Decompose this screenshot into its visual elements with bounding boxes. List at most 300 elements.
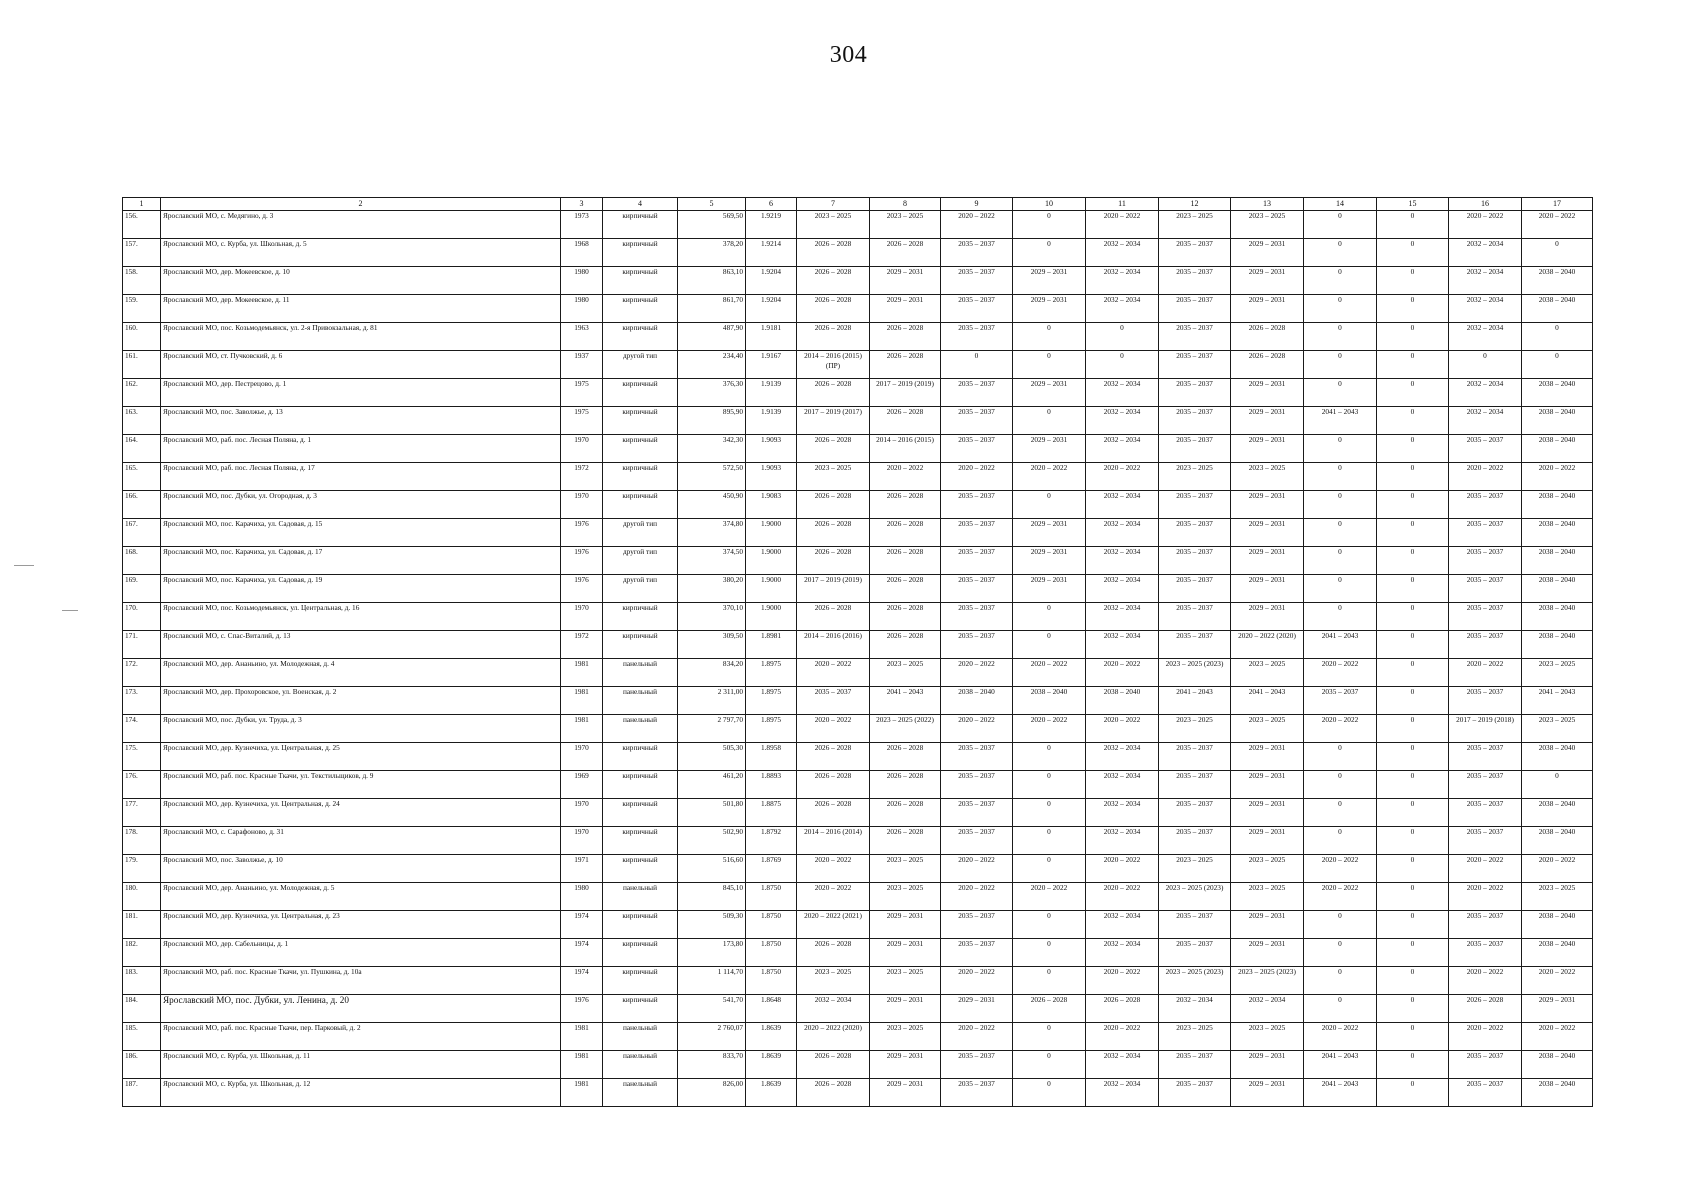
period-cell-col-14: 2041 – 2043: [1304, 1051, 1377, 1079]
period-cell-col-16: 2020 – 2022: [1449, 883, 1522, 911]
period-cell-col-14: 0: [1304, 911, 1377, 939]
period-cell-col-9: 2029 – 2031: [941, 995, 1013, 1023]
period-cell-col-14: 0: [1304, 939, 1377, 967]
period-cell-col-11: 0: [1086, 323, 1159, 351]
row-number: 157.: [123, 239, 161, 267]
wall-material-cell: другой тип: [603, 547, 678, 575]
row-number: 183.: [123, 967, 161, 995]
period-cell-col-11: 2032 – 2034: [1086, 239, 1159, 267]
period-cell-col-8: 2029 – 2031: [870, 911, 941, 939]
period-cell-col-11: 2032 – 2034: [1086, 519, 1159, 547]
period-cell-col-12: 2023 – 2025: [1159, 855, 1231, 883]
index-cell: 1.8648: [746, 995, 797, 1023]
period-cell-col-7: 2026 – 2028: [797, 799, 870, 827]
period-cell-col-12: 2035 – 2037: [1159, 379, 1231, 407]
period-cell-col-10: 0: [1013, 967, 1086, 995]
row-number: 185.: [123, 1023, 161, 1051]
period-cell-col-7: 2026 – 2028: [797, 939, 870, 967]
address-cell: Ярославский МО, дер. Кузнечиха, ул. Центральная, д. 23: [161, 911, 561, 939]
period-cell-col-8: 2029 – 2031: [870, 1079, 941, 1107]
column-header-8: 8: [870, 198, 941, 211]
area-cell: 826,00: [678, 1079, 746, 1107]
period-cell-col-17: 2041 – 2043: [1522, 687, 1593, 715]
period-cell-col-15: 0: [1377, 603, 1449, 631]
index-cell: 1.8750: [746, 911, 797, 939]
address-cell: Ярославский МО, дер. Прохоровское, ул. Военская, д. 2: [161, 687, 561, 715]
index-cell: 1.9214: [746, 239, 797, 267]
table-row: [123, 323, 1593, 351]
table-row: [123, 827, 1593, 855]
period-cell-col-10: 0: [1013, 743, 1086, 771]
period-cell-col-8: 2029 – 2031: [870, 939, 941, 967]
index-cell: 1.9167: [746, 351, 797, 379]
index-cell: 1.8639: [746, 1079, 797, 1107]
period-cell-col-15: 0: [1377, 351, 1449, 379]
index-cell: 1.9219: [746, 211, 797, 239]
wall-material-cell: кирпичный: [603, 295, 678, 323]
period-cell-col-15: 0: [1377, 491, 1449, 519]
year-cell: 1970: [561, 603, 603, 631]
table-row: [123, 211, 1593, 239]
row-number: 176.: [123, 771, 161, 799]
area-cell: 2 311,00: [678, 687, 746, 715]
period-cell-col-13: 2029 – 2031: [1231, 435, 1304, 463]
row-number: 177.: [123, 799, 161, 827]
period-cell-col-15: 0: [1377, 435, 1449, 463]
period-cell-col-17: 2038 – 2040: [1522, 519, 1593, 547]
period-cell-col-9: 0: [941, 351, 1013, 379]
period-cell-col-16: 2035 – 2037: [1449, 1051, 1522, 1079]
index-cell: 1.8750: [746, 967, 797, 995]
period-cell-col-9: 2035 – 2037: [941, 295, 1013, 323]
area-cell: 234,40: [678, 351, 746, 379]
period-cell-col-12: 2035 – 2037: [1159, 267, 1231, 295]
header-row: [123, 198, 1593, 211]
period-cell-col-10: 0: [1013, 603, 1086, 631]
wall-material-cell: кирпичный: [603, 799, 678, 827]
address-cell: Ярославский МО, пос. Карачиха, ул. Садовая, д. 15: [161, 519, 561, 547]
address-cell: Ярославский МО, с. Курба, ул. Школьная, д. 5: [161, 239, 561, 267]
wall-material-cell: кирпичный: [603, 603, 678, 631]
index-cell: 1.9204: [746, 295, 797, 323]
row-number: 161.: [123, 351, 161, 379]
period-cell-col-17: 2038 – 2040: [1522, 267, 1593, 295]
period-cell-col-13: 2029 – 2031: [1231, 519, 1304, 547]
period-cell-col-17: 2038 – 2040: [1522, 1051, 1593, 1079]
table-row: [123, 295, 1593, 323]
period-cell-col-8: 2014 – 2016 (2015): [870, 435, 941, 463]
area-cell: 461,20: [678, 771, 746, 799]
year-cell: 1976: [561, 547, 603, 575]
period-cell-col-16: 0: [1449, 351, 1522, 379]
period-cell-col-14: 0: [1304, 519, 1377, 547]
period-cell-col-13: 2032 – 2034: [1231, 995, 1304, 1023]
period-cell-col-9: 2020 – 2022: [941, 211, 1013, 239]
period-cell-col-13: 2029 – 2031: [1231, 743, 1304, 771]
period-cell-col-14: 0: [1304, 239, 1377, 267]
year-cell: 1974: [561, 967, 603, 995]
index-cell: 1.8769: [746, 855, 797, 883]
period-cell-col-10: 2029 – 2031: [1013, 435, 1086, 463]
period-cell-col-11: 2020 – 2022: [1086, 715, 1159, 743]
area-cell: 342,30: [678, 435, 746, 463]
period-cell-col-11: 2032 – 2034: [1086, 1079, 1159, 1107]
period-cell-col-12: 2035 – 2037: [1159, 491, 1231, 519]
period-cell-col-13: 2023 – 2025: [1231, 883, 1304, 911]
table-row: [123, 715, 1593, 743]
scan-mark-left-2: [62, 610, 78, 611]
period-cell-col-10: 0: [1013, 1023, 1086, 1051]
period-cell-col-15: 0: [1377, 1023, 1449, 1051]
period-cell-col-16: 2035 – 2037: [1449, 1079, 1522, 1107]
row-number: 162.: [123, 379, 161, 407]
area-cell: 380,20: [678, 575, 746, 603]
row-number: 158.: [123, 267, 161, 295]
period-cell-col-17: 2020 – 2022: [1522, 211, 1593, 239]
period-cell-col-7: 2023 – 2025: [797, 967, 870, 995]
period-cell-col-9: 2035 – 2037: [941, 435, 1013, 463]
period-cell-col-9: 2020 – 2022: [941, 883, 1013, 911]
period-cell-col-16: 2020 – 2022: [1449, 463, 1522, 491]
period-cell-col-10: 2020 – 2022: [1013, 883, 1086, 911]
index-cell: 1.8893: [746, 771, 797, 799]
index-cell: 1.8639: [746, 1051, 797, 1079]
period-cell-col-16: 2035 – 2037: [1449, 435, 1522, 463]
period-cell-col-7: 2017 – 2019 (2017): [797, 407, 870, 435]
period-cell-col-13: 2029 – 2031: [1231, 239, 1304, 267]
period-cell-col-16: 2020 – 2022: [1449, 659, 1522, 687]
period-cell-col-15: 0: [1377, 267, 1449, 295]
address-cell: Ярославский МО, с. Медягино, д. 3: [161, 211, 561, 239]
period-cell-col-10: 2029 – 2031: [1013, 267, 1086, 295]
period-cell-col-9: 2035 – 2037: [941, 603, 1013, 631]
period-cell-col-7: 2032 – 2034: [797, 995, 870, 1023]
address-cell: Ярославский МО, пос. Заволжье, д. 13: [161, 407, 561, 435]
period-cell-col-9: 2038 – 2040: [941, 687, 1013, 715]
period-cell-col-10: 0: [1013, 351, 1086, 379]
year-cell: 1974: [561, 911, 603, 939]
period-cell-col-11: 2032 – 2034: [1086, 379, 1159, 407]
period-cell-col-13: 2041 – 2043: [1231, 687, 1304, 715]
period-cell-col-14: 2041 – 2043: [1304, 1079, 1377, 1107]
period-cell-col-8: 2026 – 2028: [870, 603, 941, 631]
period-cell-col-14: 2020 – 2022: [1304, 883, 1377, 911]
period-cell-col-17: 2020 – 2022: [1522, 1023, 1593, 1051]
address-cell: Ярославский МО, пос. Карачиха, ул. Садовая, д. 17: [161, 547, 561, 575]
row-number: 175.: [123, 743, 161, 771]
period-cell-col-10: 0: [1013, 827, 1086, 855]
area-cell: 516,60: [678, 855, 746, 883]
period-cell-col-17: 2038 – 2040: [1522, 407, 1593, 435]
period-cell-col-15: 0: [1377, 827, 1449, 855]
period-cell-col-10: 0: [1013, 771, 1086, 799]
row-number: 178.: [123, 827, 161, 855]
column-header-2: 2: [161, 198, 561, 211]
address-cell: Ярославский МО, пос. Дубки, ул. Труда, д. 3: [161, 715, 561, 743]
table-row: [123, 491, 1593, 519]
period-cell-col-14: 0: [1304, 463, 1377, 491]
period-cell-col-16: 2026 – 2028: [1449, 995, 1522, 1023]
wall-material-cell: кирпичный: [603, 855, 678, 883]
period-cell-col-12: 2035 – 2037: [1159, 407, 1231, 435]
period-cell-col-7: 2026 – 2028: [797, 435, 870, 463]
period-cell-col-17: 2038 – 2040: [1522, 939, 1593, 967]
address-cell: Ярославский МО, раб. пос. Лесная Поляна, д. 1: [161, 435, 561, 463]
period-cell-col-7: 2020 – 2022 (2021): [797, 911, 870, 939]
period-cell-col-7: 2023 – 2025: [797, 211, 870, 239]
period-cell-col-9: 2035 – 2037: [941, 939, 1013, 967]
table-row: [123, 1079, 1593, 1107]
wall-material-cell: кирпичный: [603, 743, 678, 771]
table-row: [123, 687, 1593, 715]
area-cell: 502,90: [678, 827, 746, 855]
period-cell-col-17: 2038 – 2040: [1522, 575, 1593, 603]
column-header-15: 15: [1377, 198, 1449, 211]
period-cell-col-17: 2020 – 2022: [1522, 463, 1593, 491]
period-cell-col-7: 2026 – 2028: [797, 295, 870, 323]
area-cell: 378,20: [678, 239, 746, 267]
table-row: [123, 519, 1593, 547]
period-cell-col-17: 2023 – 2025: [1522, 659, 1593, 687]
column-header-9: 9: [941, 198, 1013, 211]
area-cell: 505,30: [678, 743, 746, 771]
period-cell-col-8: 2023 – 2025: [870, 967, 941, 995]
period-cell-col-17: 2038 – 2040: [1522, 603, 1593, 631]
period-cell-col-16: 2035 – 2037: [1449, 827, 1522, 855]
table-row: [123, 239, 1593, 267]
period-cell-col-9: 2035 – 2037: [941, 379, 1013, 407]
address-cell: Ярославский МО, пос. Козьмодемьянск, ул. 2-я Привокзальная, д. 81: [161, 323, 561, 351]
period-cell-col-12: 2035 – 2037: [1159, 435, 1231, 463]
table-row: [123, 603, 1593, 631]
row-number: 186.: [123, 1051, 161, 1079]
period-cell-col-17: 0: [1522, 351, 1593, 379]
period-cell-col-17: 2038 – 2040: [1522, 435, 1593, 463]
period-cell-col-14: 2020 – 2022: [1304, 855, 1377, 883]
period-cell-col-8: 2023 – 2025 (2022): [870, 715, 941, 743]
period-cell-col-8: 2023 – 2025: [870, 211, 941, 239]
area-cell: 309,50: [678, 631, 746, 659]
year-cell: 1973: [561, 211, 603, 239]
period-cell-col-15: 0: [1377, 883, 1449, 911]
period-cell-col-12: 2035 – 2037: [1159, 631, 1231, 659]
period-cell-col-11: 2032 – 2034: [1086, 435, 1159, 463]
period-cell-col-10: 2020 – 2022: [1013, 715, 1086, 743]
index-cell: 1.9000: [746, 603, 797, 631]
index-cell: 1.9093: [746, 463, 797, 491]
period-cell-col-9: 2035 – 2037: [941, 407, 1013, 435]
period-cell-col-13: 2029 – 2031: [1231, 575, 1304, 603]
period-cell-col-16: 2020 – 2022: [1449, 967, 1522, 995]
table-row: [123, 575, 1593, 603]
period-cell-col-16: 2035 – 2037: [1449, 519, 1522, 547]
period-cell-col-10: 2029 – 2031: [1013, 295, 1086, 323]
period-cell-col-10: 0: [1013, 631, 1086, 659]
period-cell-col-15: 0: [1377, 323, 1449, 351]
period-cell-col-11: 2020 – 2022: [1086, 967, 1159, 995]
period-cell-col-14: 0: [1304, 547, 1377, 575]
period-cell-col-16: 2035 – 2037: [1449, 575, 1522, 603]
period-cell-col-11: 2020 – 2022: [1086, 855, 1159, 883]
period-cell-col-13: 2029 – 2031: [1231, 295, 1304, 323]
index-cell: 1.9139: [746, 379, 797, 407]
period-cell-col-11: 2032 – 2034: [1086, 799, 1159, 827]
period-cell-col-10: 2029 – 2031: [1013, 519, 1086, 547]
wall-material-cell: панельный: [603, 883, 678, 911]
index-cell: 1.8750: [746, 939, 797, 967]
row-number: 159.: [123, 295, 161, 323]
period-cell-col-12: 2032 – 2034: [1159, 995, 1231, 1023]
row-number: 180.: [123, 883, 161, 911]
wall-material-cell: кирпичный: [603, 211, 678, 239]
period-cell-col-10: 0: [1013, 323, 1086, 351]
year-cell: 1976: [561, 575, 603, 603]
period-cell-col-8: 2026 – 2028: [870, 323, 941, 351]
period-cell-col-14: 0: [1304, 575, 1377, 603]
year-cell: 1970: [561, 435, 603, 463]
column-header-11: 11: [1086, 198, 1159, 211]
table-row: [123, 659, 1593, 687]
period-cell-col-10: 2029 – 2031: [1013, 547, 1086, 575]
address-cell: Ярославский МО, дер. Мокеевское, д. 11: [161, 295, 561, 323]
area-cell: 370,10: [678, 603, 746, 631]
area-cell: 509,30: [678, 911, 746, 939]
address-cell: Ярославский МО, с. Курба, ул. Школьная, д. 11: [161, 1051, 561, 1079]
period-cell-col-7: 2026 – 2028: [797, 519, 870, 547]
column-header-5: 5: [678, 198, 746, 211]
period-cell-col-14: 0: [1304, 827, 1377, 855]
period-cell-col-7: 2026 – 2028: [797, 379, 870, 407]
period-cell-col-12: 2035 – 2037: [1159, 323, 1231, 351]
period-cell-col-16: 2032 – 2034: [1449, 239, 1522, 267]
address-cell: Ярославский МО, дер. Мокеевское, д. 10: [161, 267, 561, 295]
period-cell-col-14: 0: [1304, 267, 1377, 295]
address-cell: Ярославский МО, дер. Сабельницы, д. 1: [161, 939, 561, 967]
period-cell-col-9: 2035 – 2037: [941, 1079, 1013, 1107]
period-cell-col-13: 2029 – 2031: [1231, 1079, 1304, 1107]
area-cell: 569,50: [678, 211, 746, 239]
period-cell-col-14: 2041 – 2043: [1304, 407, 1377, 435]
period-cell-col-8: 2026 – 2028: [870, 351, 941, 379]
period-cell-col-8: 2029 – 2031: [870, 995, 941, 1023]
period-cell-col-10: 2029 – 2031: [1013, 575, 1086, 603]
period-cell-col-16: 2032 – 2034: [1449, 295, 1522, 323]
table-row: [123, 379, 1593, 407]
row-number: 167.: [123, 519, 161, 547]
column-header-3: 3: [561, 198, 603, 211]
period-cell-col-12: 2035 – 2037: [1159, 827, 1231, 855]
period-cell-col-13: 2020 – 2022 (2020): [1231, 631, 1304, 659]
period-cell-col-13: 2029 – 2031: [1231, 267, 1304, 295]
index-cell: 1.8958: [746, 743, 797, 771]
period-cell-col-15: 0: [1377, 239, 1449, 267]
wall-material-cell: кирпичный: [603, 771, 678, 799]
period-cell-col-9: 2035 – 2037: [941, 771, 1013, 799]
table-row: [123, 631, 1593, 659]
table-row: [123, 911, 1593, 939]
table-row: [123, 743, 1593, 771]
index-cell: 1.8975: [746, 687, 797, 715]
address-cell: Ярославский МО, раб. пос. Красные Ткачи, ул. Пушкина, д. 10а: [161, 967, 561, 995]
period-cell-col-7: 2026 – 2028: [797, 603, 870, 631]
period-cell-col-14: 0: [1304, 323, 1377, 351]
period-cell-col-8: 2017 – 2019 (2019): [870, 379, 941, 407]
wall-material-cell: панельный: [603, 659, 678, 687]
period-cell-col-15: 0: [1377, 659, 1449, 687]
address-cell: Ярославский МО, пос. Дубки, ул. Ленина, д. 20: [161, 995, 561, 1023]
period-cell-col-16: 2035 – 2037: [1449, 547, 1522, 575]
period-cell-col-14: 2020 – 2022: [1304, 659, 1377, 687]
period-cell-col-9: 2035 – 2037: [941, 323, 1013, 351]
period-cell-col-10: 0: [1013, 911, 1086, 939]
wall-material-cell: кирпичный: [603, 267, 678, 295]
period-cell-col-12: 2035 – 2037: [1159, 519, 1231, 547]
area-cell: 833,70: [678, 1051, 746, 1079]
index-cell: 1.9139: [746, 407, 797, 435]
period-cell-col-12: 2035 – 2037: [1159, 771, 1231, 799]
period-cell-col-13: 2026 – 2028: [1231, 351, 1304, 379]
period-cell-col-13: 2023 – 2025: [1231, 659, 1304, 687]
index-cell: 1.8639: [746, 1023, 797, 1051]
period-cell-col-15: 0: [1377, 687, 1449, 715]
period-cell-col-14: 0: [1304, 491, 1377, 519]
period-cell-col-14: 0: [1304, 771, 1377, 799]
period-cell-col-7: 2014 – 2016 (2016): [797, 631, 870, 659]
row-number: 166.: [123, 491, 161, 519]
wall-material-cell: кирпичный: [603, 323, 678, 351]
period-cell-col-13: 2029 – 2031: [1231, 827, 1304, 855]
period-cell-col-13: 2029 – 2031: [1231, 603, 1304, 631]
column-header-10: 10: [1013, 198, 1086, 211]
period-cell-col-14: 2020 – 2022: [1304, 1023, 1377, 1051]
year-cell: 1975: [561, 379, 603, 407]
period-cell-col-11: 2032 – 2034: [1086, 1051, 1159, 1079]
period-cell-col-9: 2020 – 2022: [941, 715, 1013, 743]
period-cell-col-8: 2023 – 2025: [870, 1023, 941, 1051]
period-cell-col-7: 2026 – 2028: [797, 1051, 870, 1079]
year-cell: 1981: [561, 659, 603, 687]
period-cell-col-15: 0: [1377, 407, 1449, 435]
period-cell-col-14: 2041 – 2043: [1304, 631, 1377, 659]
period-cell-col-12: 2035 – 2037: [1159, 799, 1231, 827]
period-cell-col-12: 2035 – 2037: [1159, 575, 1231, 603]
period-cell-col-16: 2035 – 2037: [1449, 799, 1522, 827]
period-cell-col-8: 2026 – 2028: [870, 407, 941, 435]
period-cell-col-13: 2029 – 2031: [1231, 407, 1304, 435]
year-cell: 1974: [561, 939, 603, 967]
period-cell-col-15: 0: [1377, 575, 1449, 603]
year-cell: 1976: [561, 519, 603, 547]
period-cell-col-16: 2035 – 2037: [1449, 939, 1522, 967]
period-cell-col-14: 0: [1304, 603, 1377, 631]
area-cell: 374,50: [678, 547, 746, 575]
period-cell-col-11: 2038 – 2040: [1086, 687, 1159, 715]
period-cell-col-15: 0: [1377, 967, 1449, 995]
period-cell-col-8: 2029 – 2031: [870, 267, 941, 295]
period-cell-col-10: 2026 – 2028: [1013, 995, 1086, 1023]
period-cell-col-11: 2032 – 2034: [1086, 603, 1159, 631]
address-cell: Ярославский МО, пос. Дубки, ул. Огородная, д. 3: [161, 491, 561, 519]
period-cell-col-15: 0: [1377, 1051, 1449, 1079]
address-cell: Ярославский МО, раб. пос. Красные Ткачи, пер. Парковый, д. 2: [161, 1023, 561, 1051]
period-cell-col-11: 2032 – 2034: [1086, 771, 1159, 799]
period-cell-col-7: 2026 – 2028: [797, 239, 870, 267]
year-cell: 1970: [561, 827, 603, 855]
period-cell-col-7: 2026 – 2028: [797, 1079, 870, 1107]
row-number: 163.: [123, 407, 161, 435]
period-cell-col-9: 2020 – 2022: [941, 855, 1013, 883]
period-cell-col-16: 2035 – 2037: [1449, 743, 1522, 771]
